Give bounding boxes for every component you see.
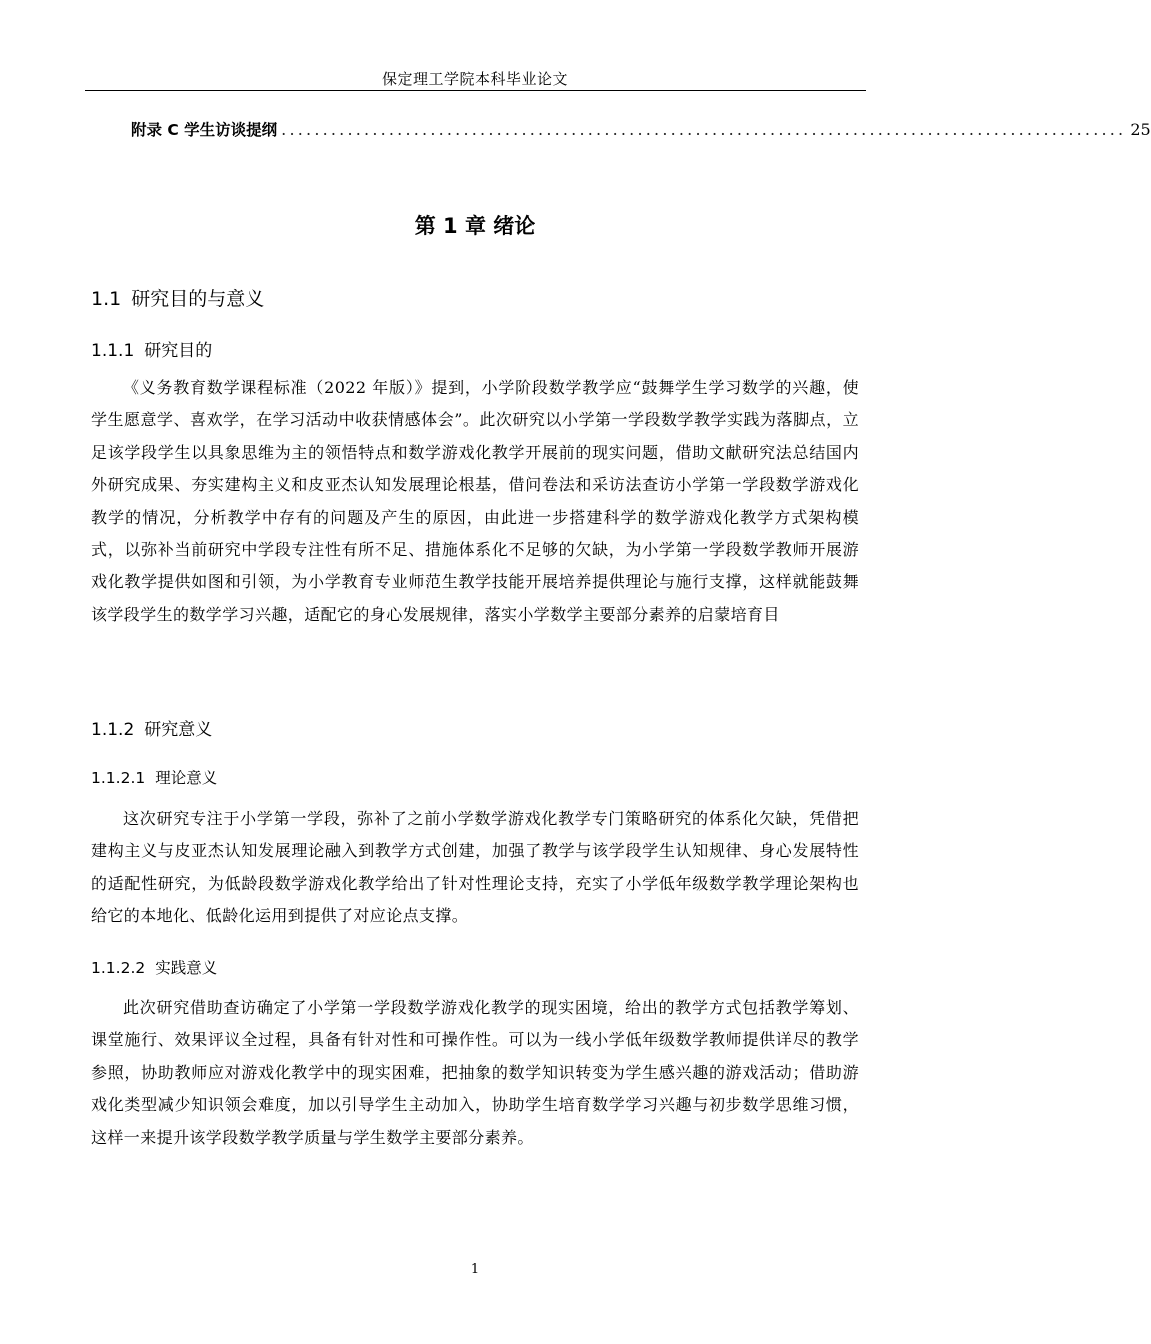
section-heading-1-1 xyxy=(91,284,264,311)
section-number: 1.1.2.2 xyxy=(91,959,146,977)
toc-entry xyxy=(131,118,1151,144)
section-heading-1-1-2-1 xyxy=(91,766,217,788)
section-title: 理论意义 xyxy=(155,769,218,787)
section-heading-1-1-2 xyxy=(91,715,212,740)
section-heading-1-1-1 xyxy=(91,336,212,361)
section-heading-1-1-2-2 xyxy=(91,956,217,978)
header-rule xyxy=(85,90,866,91)
section-number: 1.1.1 xyxy=(91,341,135,361)
section-title: 研究意义 xyxy=(144,720,213,740)
toc-leader-dots: ...................................................................................................... xyxy=(281,120,1127,139)
section-title: 研究目的 xyxy=(144,341,213,361)
section-number: 1.1.2.1 xyxy=(91,769,146,787)
section-number: 1.1 xyxy=(91,288,122,310)
section-title: 研究目的与意义 xyxy=(131,288,265,310)
paragraph-practical-significance: 此次研究借助查访确定了小学第一学段数学游戏化教学的现实困境，给出的教学方式包括教学筹划、课堂施行、效果评议全过程，具备有针对性和可操作性。可以为一线小学低年级数学教师提供详尽的教学参照，协助教师应对游戏化教学中的现实困难，把抽象的数学知识转变为学生感兴趣的游戏活动；借助游戏化类型减少知识领会难度，加以引导学生主动加入，协助学生培育数学学习兴趣与初步数学思维习惯，这样一来提升该学段数学教学质量与学生数学主要部分素养。 xyxy=(91,998,859,1147)
paragraph-theoretical-significance: 这次研究专注于小学第一学段，弥补了之前小学数学游戏化教学专门策略研究的体系化欠缺，凭借把建构主义与皮亚杰认知发展理论融入到教学方式创建，加强了教学与该学段学生认知规律、身心发展特性的适配性研究，为低龄段数学游戏化教学给出了针对性理论支持，充实了小学低年级数学教学理论架构也给它的本地化、低龄化运用到提供了对应论点支撑。 xyxy=(91,809,859,926)
toc-entry-page: 25 xyxy=(1130,120,1151,139)
section-title: 实践意义 xyxy=(155,959,218,977)
paragraph-research-purpose: 《义务教育数学课程标准（2022 年版）》提到，小学阶段数学教学应“鼓舞学生学习数学的兴趣，使学生愿意学、喜欢学，在学习活动中收获情感体会”。此次研究以小学第一学段数学教学实践为落脚点，立足该学段学生以具象思维为主的领悟特点和数学游戏化教学开展前的现实问题，借助文献研究法总结国内外研究成果、夯实建构主义和皮亚杰认知发展理论根基，借问卷法和采访法查访小学第一学段数学游戏化教学的情况，分析教学中存有的问题及产生的原因，由此进一步搭建科学的数学游戏化教学方式架构模式，以弥补当前研究中学段专注性有所不足、措施体系化不足够的欠缺，为小学第一学段数学教师开展游戏化教学提供如图和引领，为小学教育专业师范生教学技能开展培养提供理论与施行支撑，这样就能鼓舞该学段学生的数学学习兴趣，适配它的身心发展规律，落实小学数学主要部分素养的启蒙培育目 xyxy=(91,378,859,624)
toc-entry-title: 附录 C 学生访谈提纲 xyxy=(131,121,278,139)
running-header: 保定理工学院本科毕业论文 xyxy=(381,70,568,88)
page-number: 1 xyxy=(470,1262,480,1277)
section-number: 1.1.2 xyxy=(91,720,135,740)
chapter-title: 第 1 章 绪论 xyxy=(414,214,536,238)
